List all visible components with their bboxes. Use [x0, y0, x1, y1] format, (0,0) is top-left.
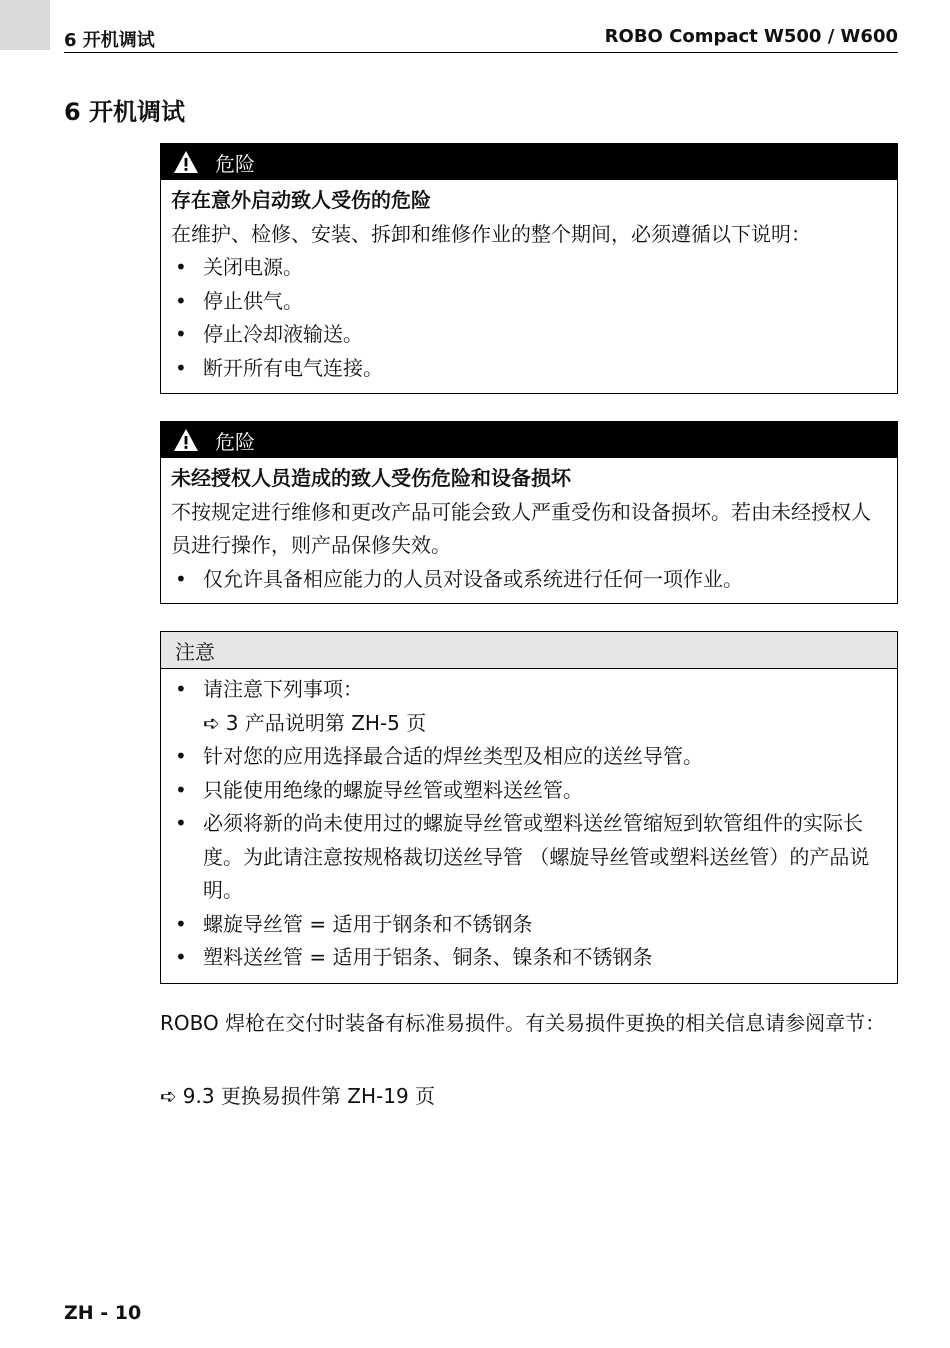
- danger-notice-header: [161, 144, 897, 180]
- note-box: [160, 631, 898, 984]
- list-item: • 只能使用绝缘的螺旋导丝管或塑料送丝管。: [171, 774, 887, 808]
- danger-notice-unexpected-start: [160, 143, 898, 394]
- danger-label: 危险: [215, 429, 255, 454]
- list-item: [171, 673, 887, 740]
- header-divider: [64, 52, 898, 53]
- page-corner-tab: [0, 0, 50, 50]
- danger-bullet-list: [171, 563, 887, 597]
- list-item: • 塑料送丝管 = 适用于铝条、铜条、镍条和不锈钢条: [171, 941, 887, 975]
- running-header-chapter: 6 开机调试: [64, 30, 155, 51]
- list-item: • 必须将新的尚未使用过的螺旋导丝管或塑料送丝管缩短到软管组件的实际长度。为此请注意按规格裁切送丝导管 （螺旋导丝管或塑料送丝管）的产品说明。: [171, 807, 887, 908]
- page-number: ZH - 10: [64, 1302, 142, 1324]
- danger-label: 危险: [215, 151, 255, 176]
- danger-text: 不按规定进行维修和更改产品可能会致人严重受伤和设备损坏。若由未经授权人员进行操作，则产品保修失效。: [171, 499, 871, 557]
- note-header: [161, 632, 897, 669]
- cross-reference-arrow-icon: ➪: [203, 710, 220, 735]
- cross-reference-link[interactable]: [160, 1080, 900, 1114]
- warning-triangle-icon: [173, 150, 199, 174]
- list-item: • 关闭电源。: [171, 251, 887, 285]
- note-bullet-text: 请注意下列事项：: [203, 677, 363, 701]
- note-label: 注意: [175, 639, 215, 664]
- danger-notice-header: [161, 422, 897, 458]
- danger-notice-unauthorized: [160, 421, 898, 604]
- section-title: 6 开机调试: [64, 98, 186, 126]
- running-header-product: ROBO Compact W500 / W600: [604, 26, 898, 47]
- list-item: • 螺旋导丝管 = 适用于钢条和不锈钢条: [171, 908, 887, 942]
- danger-title: 存在意外启动致人受伤的危险: [171, 188, 431, 212]
- list-item: • 仅允许具备相应能力的人员对设备或系统进行任何一项作业。: [171, 563, 887, 597]
- list-item: • 停止冷却液输送。: [171, 318, 887, 352]
- body-paragraph: ROBO 焊枪在交付时装备有标准易损件。有关易损件更换的相关信息请参阅章节：: [160, 1011, 886, 1035]
- danger-bullet-list: [171, 251, 887, 385]
- danger-title: 未经授权人员造成的致人受伤危险和设备损坏: [171, 466, 571, 490]
- list-item: • 针对您的应用选择最合适的焊丝类型及相应的送丝导管。: [171, 740, 887, 774]
- cross-reference-arrow-icon: ➪: [160, 1084, 177, 1108]
- cross-reference-link[interactable]: [203, 707, 887, 741]
- cross-reference-text: 9.3 更换易损件第 ZH-19 页: [182, 1084, 436, 1108]
- cross-reference-text: 3 产品说明第 ZH-5 页: [225, 710, 427, 735]
- list-item: • 断开所有电气连接。: [171, 352, 887, 386]
- warning-triangle-icon: [173, 428, 199, 452]
- note-bullet-list: [171, 673, 887, 975]
- danger-intro: 在维护、检修、安装、拆卸和维修作业的整个期间，必须遵循以下说明：: [171, 221, 811, 246]
- list-item: • 停止供气。: [171, 285, 887, 319]
